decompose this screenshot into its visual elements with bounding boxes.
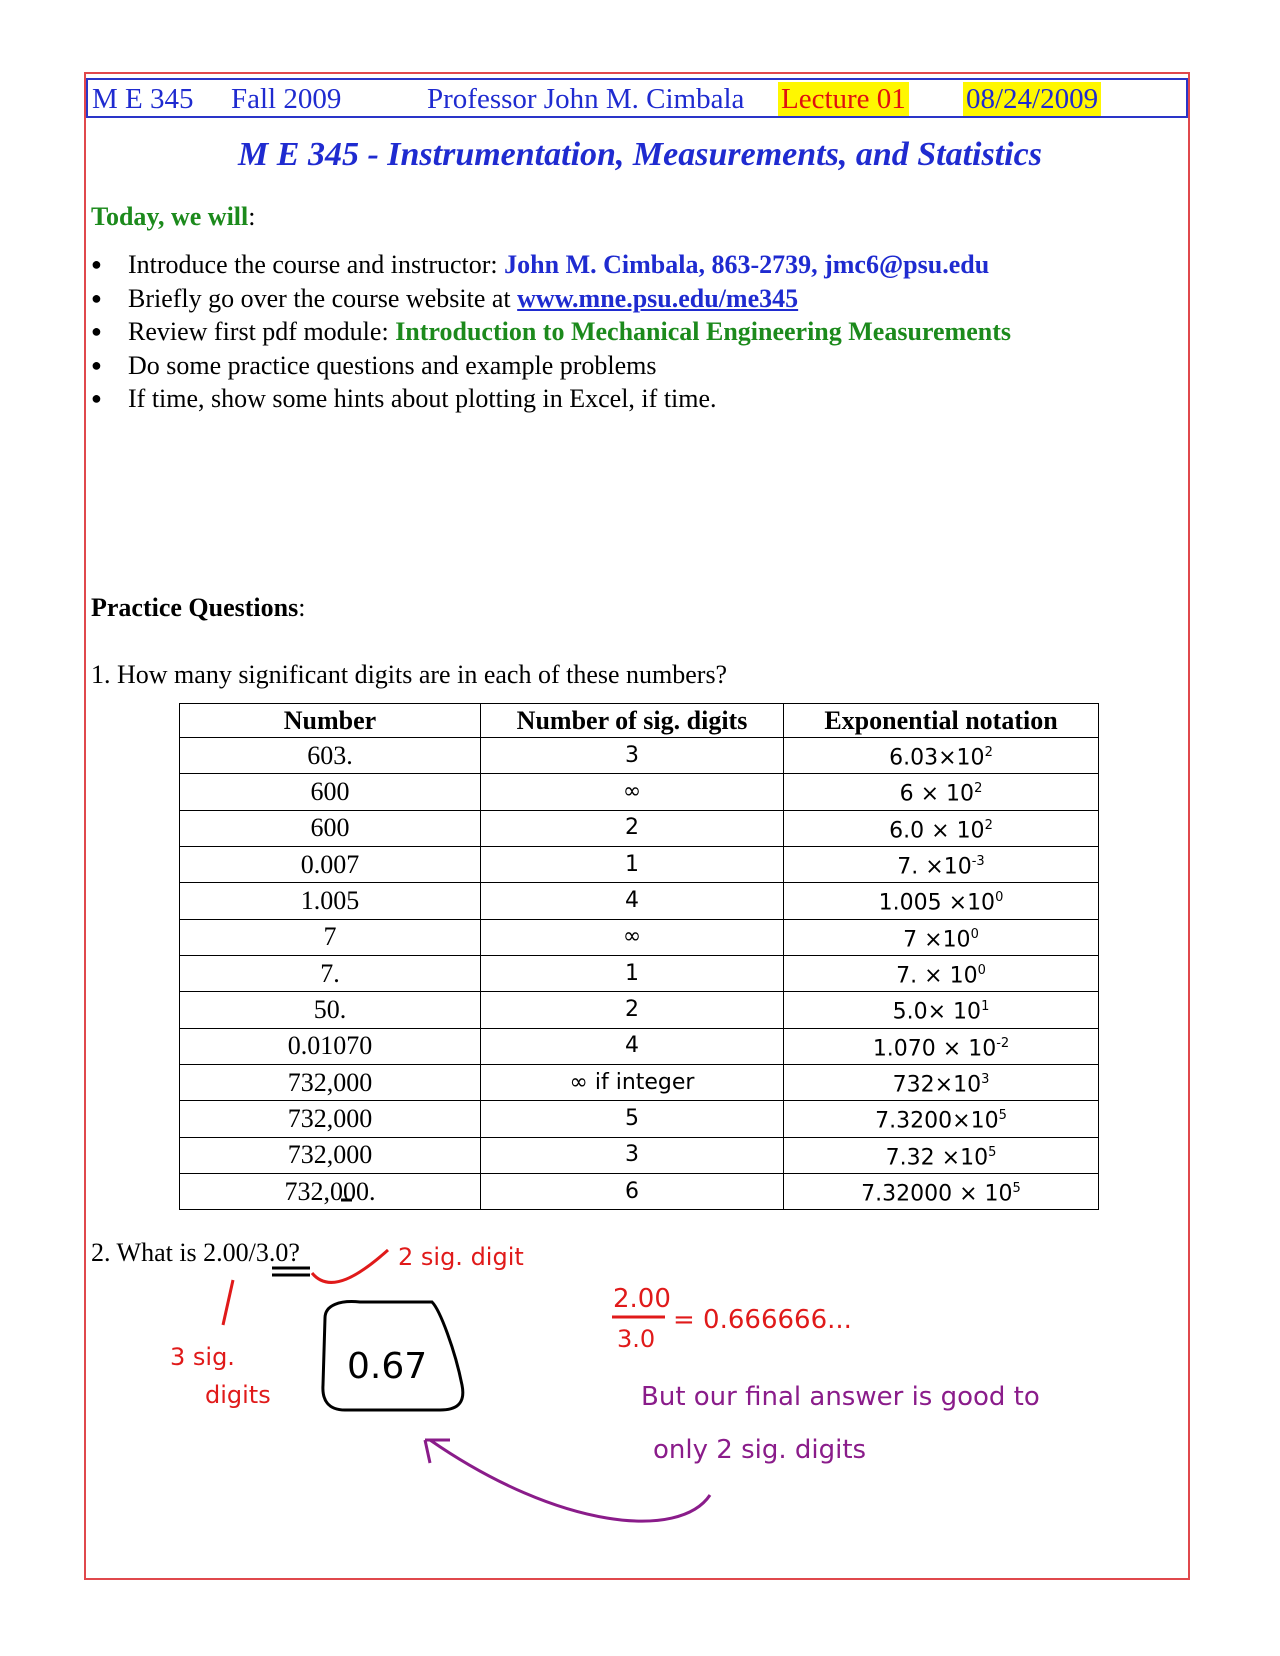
exp-base: 732×10 [892, 1072, 982, 1098]
number-cell: 0.007 [180, 846, 481, 882]
number-cell: 732,000. [180, 1173, 481, 1209]
header-professor: Professor John M. Cimbala [427, 83, 745, 115]
bullet-text: Do some practice questions and example problems [128, 350, 657, 380]
red-arrow-line [312, 1250, 388, 1282]
final-answer-note: only 2 sig. digits [653, 1435, 867, 1465]
number-cell: 732,000 [180, 1101, 481, 1137]
exp-power: 1 [981, 999, 990, 1015]
exp-base: 7.32000 × 10 [861, 1181, 1013, 1207]
header-lecture: Lecture 01 [778, 82, 909, 116]
sig-digits-cell: ∞ [481, 919, 784, 955]
exp-power: -2 [996, 1035, 1010, 1051]
number-cell: 600 [180, 774, 481, 810]
module-title: Introduction to Mechanical Engineering Measurements [395, 317, 1011, 346]
exp-power: 0 [977, 962, 986, 978]
bullet-text: Briefly go over the course website at [128, 283, 518, 313]
exp-base: 7.3200×10 [875, 1108, 999, 1134]
exp-base: 7. × 10 [896, 963, 978, 989]
number-cell: 50. [180, 992, 481, 1028]
number-cell: 7 [180, 919, 481, 955]
number-cell: 732,000 [180, 1064, 481, 1100]
three-sig-note: 3 sig. [170, 1343, 235, 1371]
exp-base: 1.005 ×10 [878, 890, 996, 916]
exp-base: 7.32 ×10 [885, 1144, 989, 1170]
exp-power: 0 [970, 926, 979, 942]
division-result: = 0.666666... [673, 1305, 852, 1335]
sig-digits-cell: ∞ [481, 774, 784, 810]
bullet-text: If time, show some hints about plotting in Excel, if time. [128, 384, 717, 413]
column-header: Exponential notation [784, 704, 1099, 738]
sig-digits-cell: 4 [481, 1028, 784, 1064]
header-course: M E 345 [92, 83, 194, 115]
exp-base: 5.0× 10 [892, 999, 982, 1025]
column-header: Number of sig. digits [481, 704, 784, 738]
fraction-numerator: 2.00 [613, 1284, 671, 1314]
bullet-icon: ● [91, 287, 102, 308]
exp-power: 3 [981, 1071, 990, 1087]
question-1: 1. How many significant digits are in each of these numbers? [91, 660, 728, 689]
answer-value: 0.67 [347, 1346, 428, 1387]
number-cell: 603. [180, 738, 481, 774]
number-cell: 600 [180, 810, 481, 846]
today-colon: : [248, 202, 256, 231]
sig-digits-cell: ∞ if integer [481, 1064, 784, 1100]
bullet-icon: ● [91, 321, 102, 341]
instructor-contact: John M. Cimbala, 863-2739, jmc6@psu.edu [504, 250, 990, 279]
number-cell: 7. [180, 955, 481, 991]
sig-digits-cell: 4 [481, 883, 784, 919]
exp-base: 7. ×10 [897, 854, 972, 880]
exp-base: 1.070 × 10 [872, 1035, 997, 1061]
sig-digits-cell: 2 [481, 992, 784, 1028]
header-date: 08/24/2009 [963, 82, 1101, 116]
number-cell: 732,000 [180, 1137, 481, 1173]
sig-digits-cell: 3 [481, 1137, 784, 1173]
number-cell: 0.01070 [180, 1028, 481, 1064]
red-arrow-line [223, 1280, 233, 1325]
two-sig-note: 2 sig. digit [398, 1243, 524, 1271]
bullet-icon: ● [91, 254, 102, 274]
fraction-denominator: 3.0 [617, 1325, 656, 1353]
bullet-icon: ● [91, 354, 102, 375]
page-title: M E 345 - Instrumentation, Measurements, and Statistics [238, 136, 1042, 173]
final-answer-note: But our final answer is good to [641, 1382, 1040, 1412]
sig-digits-cell: 5 [481, 1101, 784, 1137]
bullet-text: Introduce the course and instructor: [128, 250, 505, 279]
number-cell: 1.005 [180, 883, 481, 919]
sig-digits-cell: 1 [481, 846, 784, 882]
exp-base: 6 × 10 [899, 781, 975, 807]
exp-power: 0 [995, 890, 1004, 906]
exp-power: 5 [1012, 1180, 1021, 1196]
exp-power: 2 [984, 817, 993, 833]
exp-power: 5 [998, 1108, 1007, 1124]
exp-power: 2 [974, 781, 983, 797]
exp-power: -3 [971, 853, 985, 869]
sig-digits-cell: 3 [481, 738, 784, 774]
question-2: 2. What is 2.00/3.0? [91, 1238, 300, 1267]
sig-digits-cell: 6 [481, 1173, 784, 1209]
practice-label: Practice Questions [91, 593, 299, 622]
exp-base: 6.03×10 [889, 745, 985, 771]
exp-power: 5 [988, 1144, 997, 1160]
exp-base: 7 ×10 [903, 926, 971, 952]
bullet-text: Review first pdf module: [128, 317, 396, 346]
exp-power: 2 [984, 745, 993, 760]
sig-digits-cell: 2 [481, 810, 784, 846]
today-label: Today, we will [91, 202, 249, 231]
practice-colon: : [298, 593, 306, 622]
course-website-link[interactable]: www.mne.psu.edu/me345 [517, 283, 799, 313]
sig-digits-cell: 1 [481, 955, 784, 991]
column-header: Number [180, 704, 481, 738]
exp-base: 6.0 × 10 [889, 817, 985, 843]
header-term: Fall 2009 [231, 83, 342, 115]
three-sig-note: digits [205, 1381, 271, 1409]
bullet-icon: ● [91, 388, 102, 408]
